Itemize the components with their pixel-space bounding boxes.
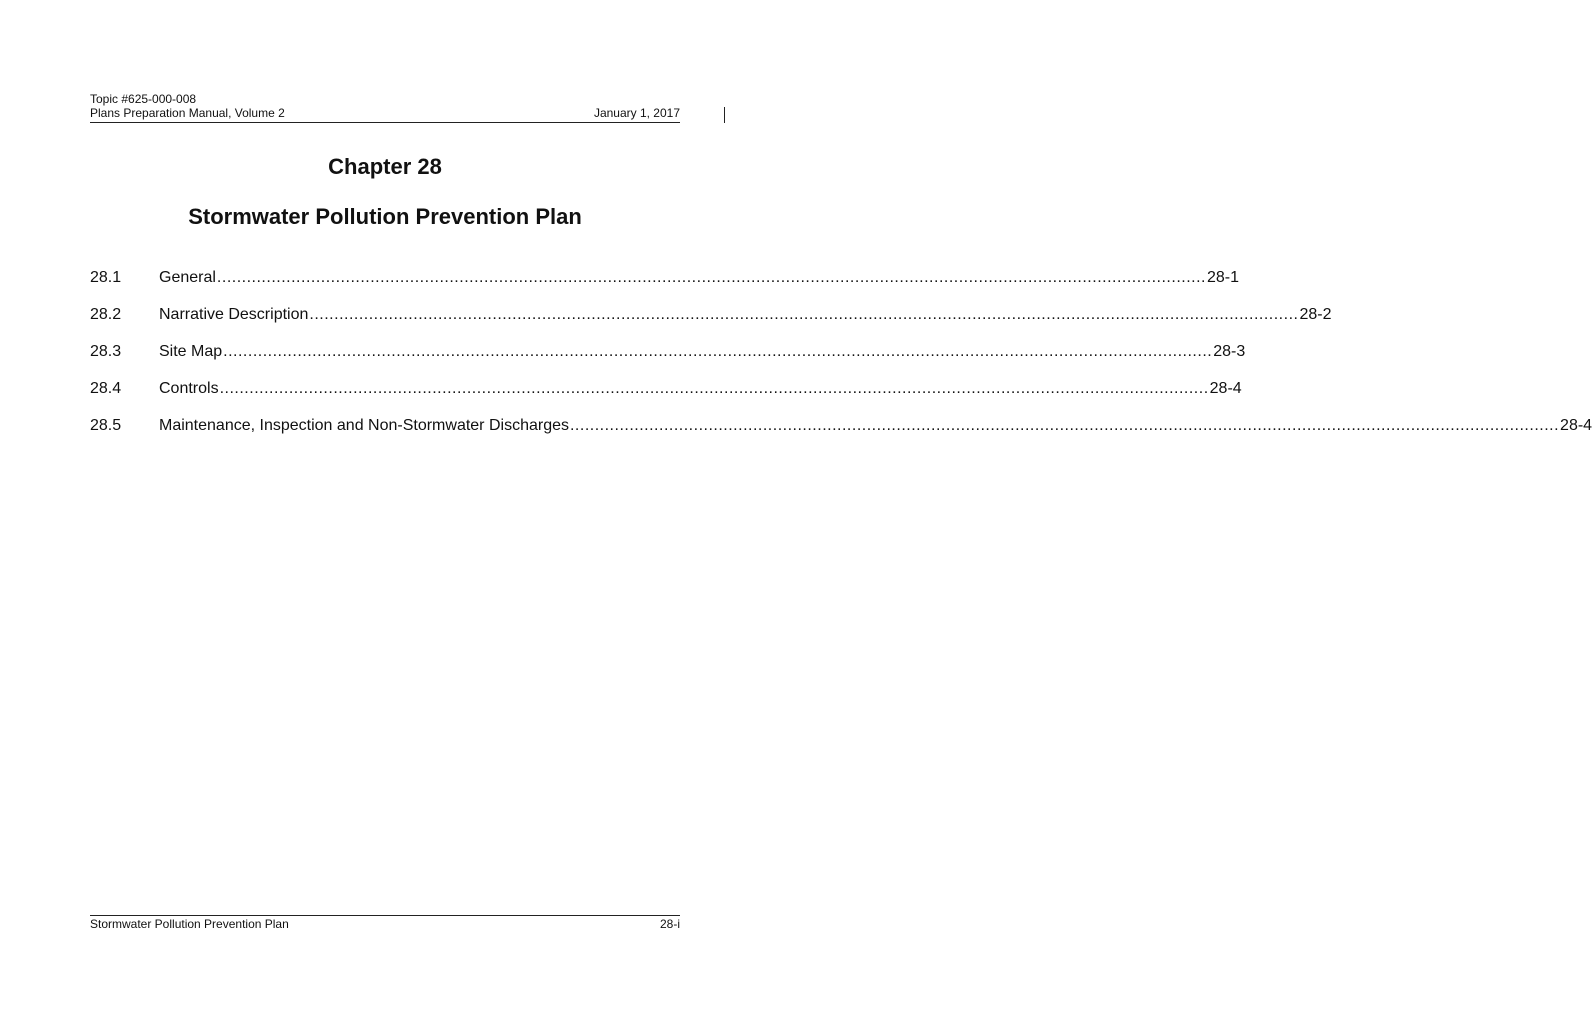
toc-entry-title: Maintenance, Inspection and Non-Stormwater Discharges [159,417,569,434]
toc-dot-leader: ........................................................................................................................................................................................................ [216,269,1206,286]
toc-entry-title: Site Map [159,343,223,360]
revision-change-bar [724,107,725,123]
toc-entry-controls[interactable] [90,378,1242,415]
header-divider [90,122,680,123]
toc-entry-number: 28.4 [90,380,122,397]
page-footer [90,917,680,931]
toc-entry-page: 28-1 [1206,269,1240,286]
header-date: January 1, 2017 [593,106,680,120]
toc-entry-number: 28.5 [90,417,122,434]
footer-page-number: 28-i [659,917,680,931]
toc-dot-leader: ........................................................................................................................................................................................................ [219,380,1209,397]
toc-entry-narrative-description[interactable] [90,304,1332,341]
toc-entry-title: General [159,269,216,286]
toc-entry-page: 28-4 [1209,380,1242,397]
header-topic: Topic #625-000-008 [90,92,197,106]
toc-entry-number: 28.2 [90,306,122,323]
toc-entry-title: Narrative Description [159,306,309,323]
toc-dot-leader: ........................................................................................................................................................................................................ [569,417,1560,434]
toc-entry-number: 28.3 [90,343,122,360]
toc-dot-leader: ........................................................................................................................................................................................................ [223,343,1213,360]
toc-entry-maintenance[interactable] [90,415,1592,452]
footer-divider [90,915,680,916]
toc-entry-page: 28-2 [1299,306,1332,323]
toc-entry-number: 28.1 [90,269,122,286]
header-row [90,106,680,120]
toc-entry-page: 28-4 [1560,417,1592,434]
toc-dot-leader: ........................................................................................................................................................................................................ [309,306,1299,323]
toc-entry-title: Controls [159,380,219,397]
table-of-contents [90,267,1592,452]
toc-entry-site-map[interactable] [90,341,1246,378]
toc-entry-general[interactable] [90,267,1240,304]
toc-entry-page: 28-3 [1213,343,1246,360]
chapter-title: Chapter 28 [328,154,442,179]
page-header [90,92,680,120]
header-manual-title: Plans Preparation Manual, Volume 2 [90,106,285,120]
footer-chapter-name: Stormwater Pollution Prevention Plan [90,917,289,931]
chapter-subtitle: Stormwater Pollution Prevention Plan [188,204,582,229]
